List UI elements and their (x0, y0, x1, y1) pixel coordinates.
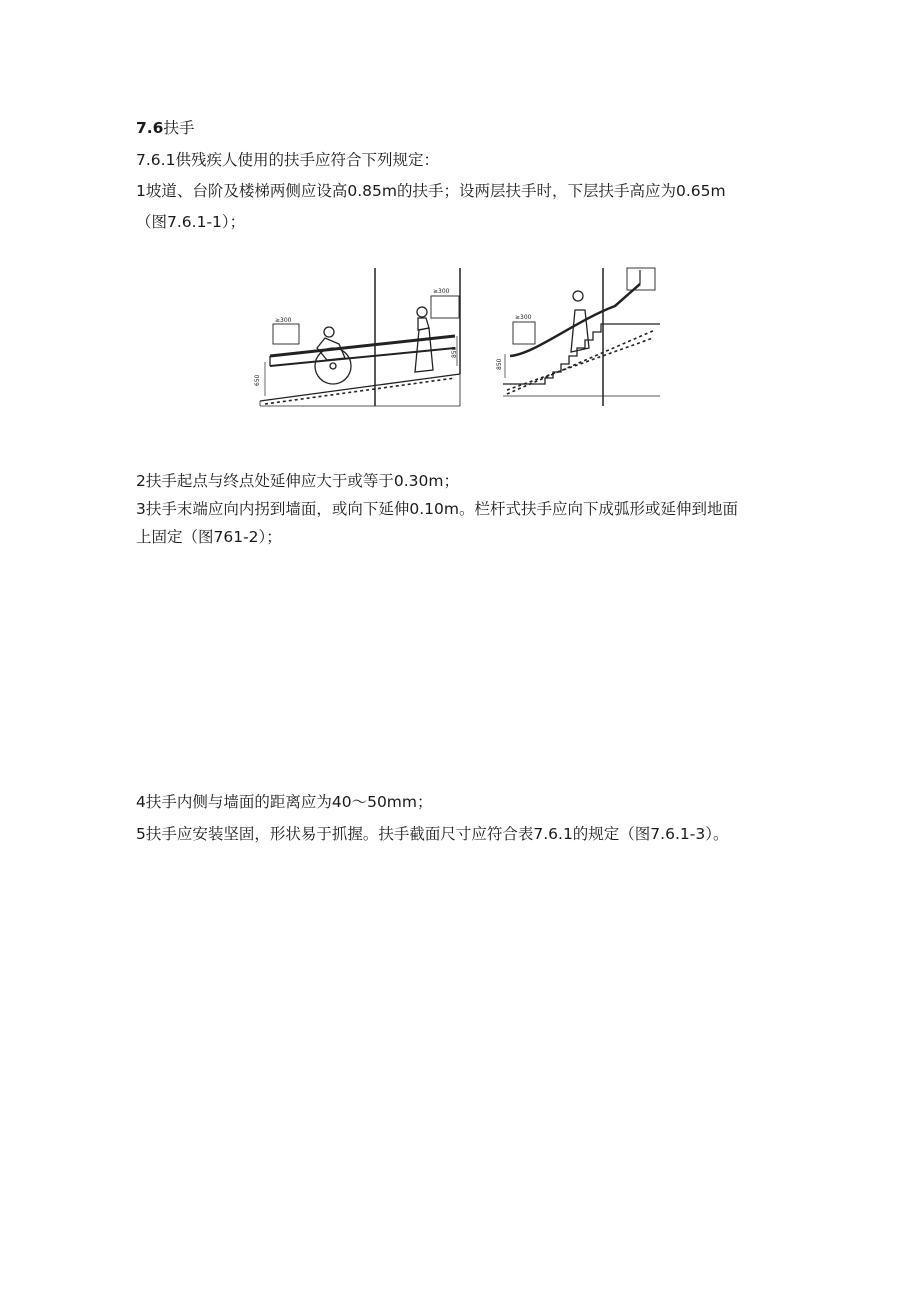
section-number: 7.6 (136, 119, 164, 137)
ramp-surface (260, 374, 460, 401)
fig-label-c: ≥300 (515, 314, 532, 321)
handrail-figure (255, 266, 665, 412)
walking-user (571, 310, 589, 352)
stairs (503, 324, 660, 384)
clause-5: 5扶手应安装坚固，形状易于抓握。扶手截面尺寸应符合表7.6.1的规定（图7.6.1-3）。 (136, 825, 729, 843)
section-title: 扶手 (163, 119, 195, 137)
clause-3: 3扶手末端应向内拐到墙面，或向下延伸0.10m。栏杆式扶手应向下成弧形或延伸到地面 (136, 500, 738, 518)
section-heading (136, 118, 194, 138)
clause-3-cont: 上固定（图761-2）； (136, 528, 282, 546)
clause-2: 2扶手起点与终点处延伸应大于或等于0.30m； (136, 472, 459, 490)
ramp-hatch (265, 378, 455, 404)
clause-1-cont: （图7.6.1-1）； (136, 213, 246, 231)
fig-label-f: 850 (496, 358, 503, 370)
clause-1: 1坡道、台阶及楼梯两侧应设高0.85m的扶手；设两层扶手时，下层扶手高应为0.65m (136, 182, 726, 200)
fig-label-e: 850 (451, 346, 458, 358)
clause-4: 4扶手内侧与墙面的距离应为40～50mm； (136, 793, 433, 811)
fig-label-d: 650 (254, 374, 261, 386)
fig-label-a: ≥300 (275, 317, 292, 324)
stairs-hatch (507, 330, 655, 394)
lower-rail (270, 348, 455, 366)
upper-rail (270, 336, 455, 356)
fig-label-b: ≥300 (433, 288, 450, 295)
wheelchair-wheel (315, 348, 351, 384)
clause-intro: 7.6.1供残疾人使用的扶手应符合下列规定： (136, 151, 439, 169)
